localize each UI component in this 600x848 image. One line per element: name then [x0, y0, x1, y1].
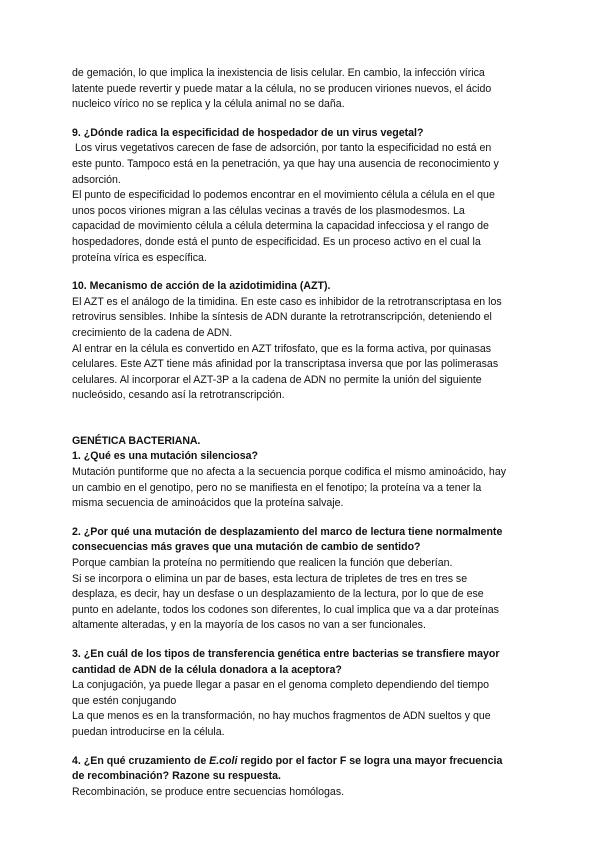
text-line: celulares. Al incorporar el AZT-3P a la cadena de ADN no permite la unión del siguiente [72, 373, 482, 386]
text-line: nucleico vírico no se replica y la célula animal no se daña. [72, 98, 345, 111]
text-line: El AZT es el análogo de la timidina. En este caso es inhibidor de la retrotranscriptasa en los [72, 295, 502, 308]
text-line: que estén conjugando [72, 694, 177, 707]
text-line: El punto de especificidad lo podemos encontrar en el movimiento célula a célula en el que [72, 189, 495, 202]
question-text: 4. ¿En qué cruzamiento de [72, 754, 210, 767]
answer-b3 [72, 678, 532, 740]
question-b4 [72, 754, 532, 785]
answer-10 [72, 295, 532, 404]
question-heading: 1. ¿Qué es una mutación silenciosa? [72, 450, 259, 463]
question-heading: 9. ¿Dónde radica la especificidad de hospedador de un virus vegetal? [72, 126, 424, 139]
text-line: Los virus vegetativos carecen de fase de adsorción, por tanto la especificidad no está en [72, 142, 492, 155]
text-line: Recombinación, se produce entre secuencias homólogas. [72, 785, 345, 798]
intro-paragraph [72, 66, 532, 113]
answer-9 [72, 141, 532, 266]
question-heading: de recombinación? Razone su respuesta. [72, 770, 281, 783]
answer-b4 [72, 785, 532, 801]
text-line: retrovirus sensibles. Inhibe la síntesis de ADN durante la retrotranscripción, deteniendo el [72, 311, 492, 324]
text-line: altamente alteradas, y en la mayoría de los casos no van a ser funcionales. [72, 619, 426, 632]
text-line: punto en adelante, todos los codones son diferentes, lo cual implica que va a dar proteínas [72, 603, 499, 616]
text-line: La conjugación, ya puede llegar a pasar en el genoma completo dependiendo del tiempo [72, 679, 489, 692]
answer-b1 [72, 465, 532, 512]
text-line: misma secuencia de aminoácidos que la proteína salvaje. [72, 497, 344, 510]
text-line: proteína vírica es específica. [72, 251, 207, 264]
text-line: capacidad de movimiento célula a célula determina la capacidad infecciosa y el rango de [72, 220, 489, 233]
text-line: Porque cambian la proteína no permitiendo que realicen la función que deberían. [72, 557, 453, 570]
question-b2 [72, 525, 532, 556]
text-line: celulares. Este AZT tiene más afinidad por la transcriptasa inversa que por las polimerasas [72, 358, 499, 371]
text-line: La que menos es en la transformación, no hay muchos fragmentos de ADN sueltos y que [72, 710, 491, 723]
text-line: crecimiento de la cadena de ADN. [72, 326, 233, 339]
question-10 [72, 279, 532, 295]
text-line: latente puede revertir y puede matar a la célula, no se producen viriones nuevos, el ácido [72, 82, 492, 95]
question-heading: 3. ¿En cuál de los tipos de transferencia genética entre bacterias se transfiere mayor [72, 648, 500, 660]
question-heading [72, 754, 532, 770]
text-line: hospedadores, donde está el punto de especificidad. Es un proceso activo en el cual la [72, 235, 481, 248]
question-heading: cantidad de ADN de la célula donadora a la aceptora? [72, 663, 342, 676]
text-line: unos pocos viriones migran a las células vecinas a través de los plasmodesmos. La [72, 204, 465, 217]
text-line: este punto. Tampoco está en la penetración, ya que hay una ausencia de reconocimiento y [72, 157, 499, 170]
section-title [72, 434, 532, 450]
question-b1 [72, 449, 532, 465]
answer-b2 [72, 556, 532, 634]
question-heading: 2. ¿Por qué una mutación de desplazamiento del marco de lectura tiene normalmente [72, 525, 503, 538]
question-heading: 10. Mecanismo de acción de la azidotimidina (AZT). [72, 280, 331, 293]
species-name: E.coli [209, 754, 238, 767]
question-text: regido por el factor F se logra una mayor frecuencia [237, 754, 503, 767]
section-heading: GENÉTICA BACTERIANA. [72, 434, 201, 447]
text-line: de gemación, lo que implica la inexistencia de lisis celular. En cambio, la infección vírica [72, 67, 485, 79]
text-line: puedan introducirse en la célula. [72, 725, 225, 738]
text-line: Mutación puntiforme que no afecta a la secuencia porque codifica el mismo aminoácido, hay [72, 466, 507, 479]
text-line: desplaza, es decir, hay un desfase o un desplazamiento de la lectura, por lo que de ese [72, 588, 484, 601]
question-b3 [72, 647, 532, 678]
text-line: adsorción. [72, 173, 121, 186]
text-line: nucleósido, cesando así la retrotranscripción. [72, 389, 285, 402]
document-content [72, 66, 532, 800]
question-9 [72, 126, 532, 142]
text-line: un cambio en el genotipo, pero no se manifiesta en el fenotipo; la proteína va a tener la [72, 481, 482, 494]
text-line: Si se incorpora o elimina un par de bases, esta lectura de tripletes de tres en tres se [72, 572, 468, 585]
text-line: Al entrar en la célula es convertido en AZT trifosfato, que es la forma activa, por quinasas [72, 342, 492, 355]
question-heading: consecuencias más graves que una mutación de cambio de sentido? [72, 541, 421, 554]
